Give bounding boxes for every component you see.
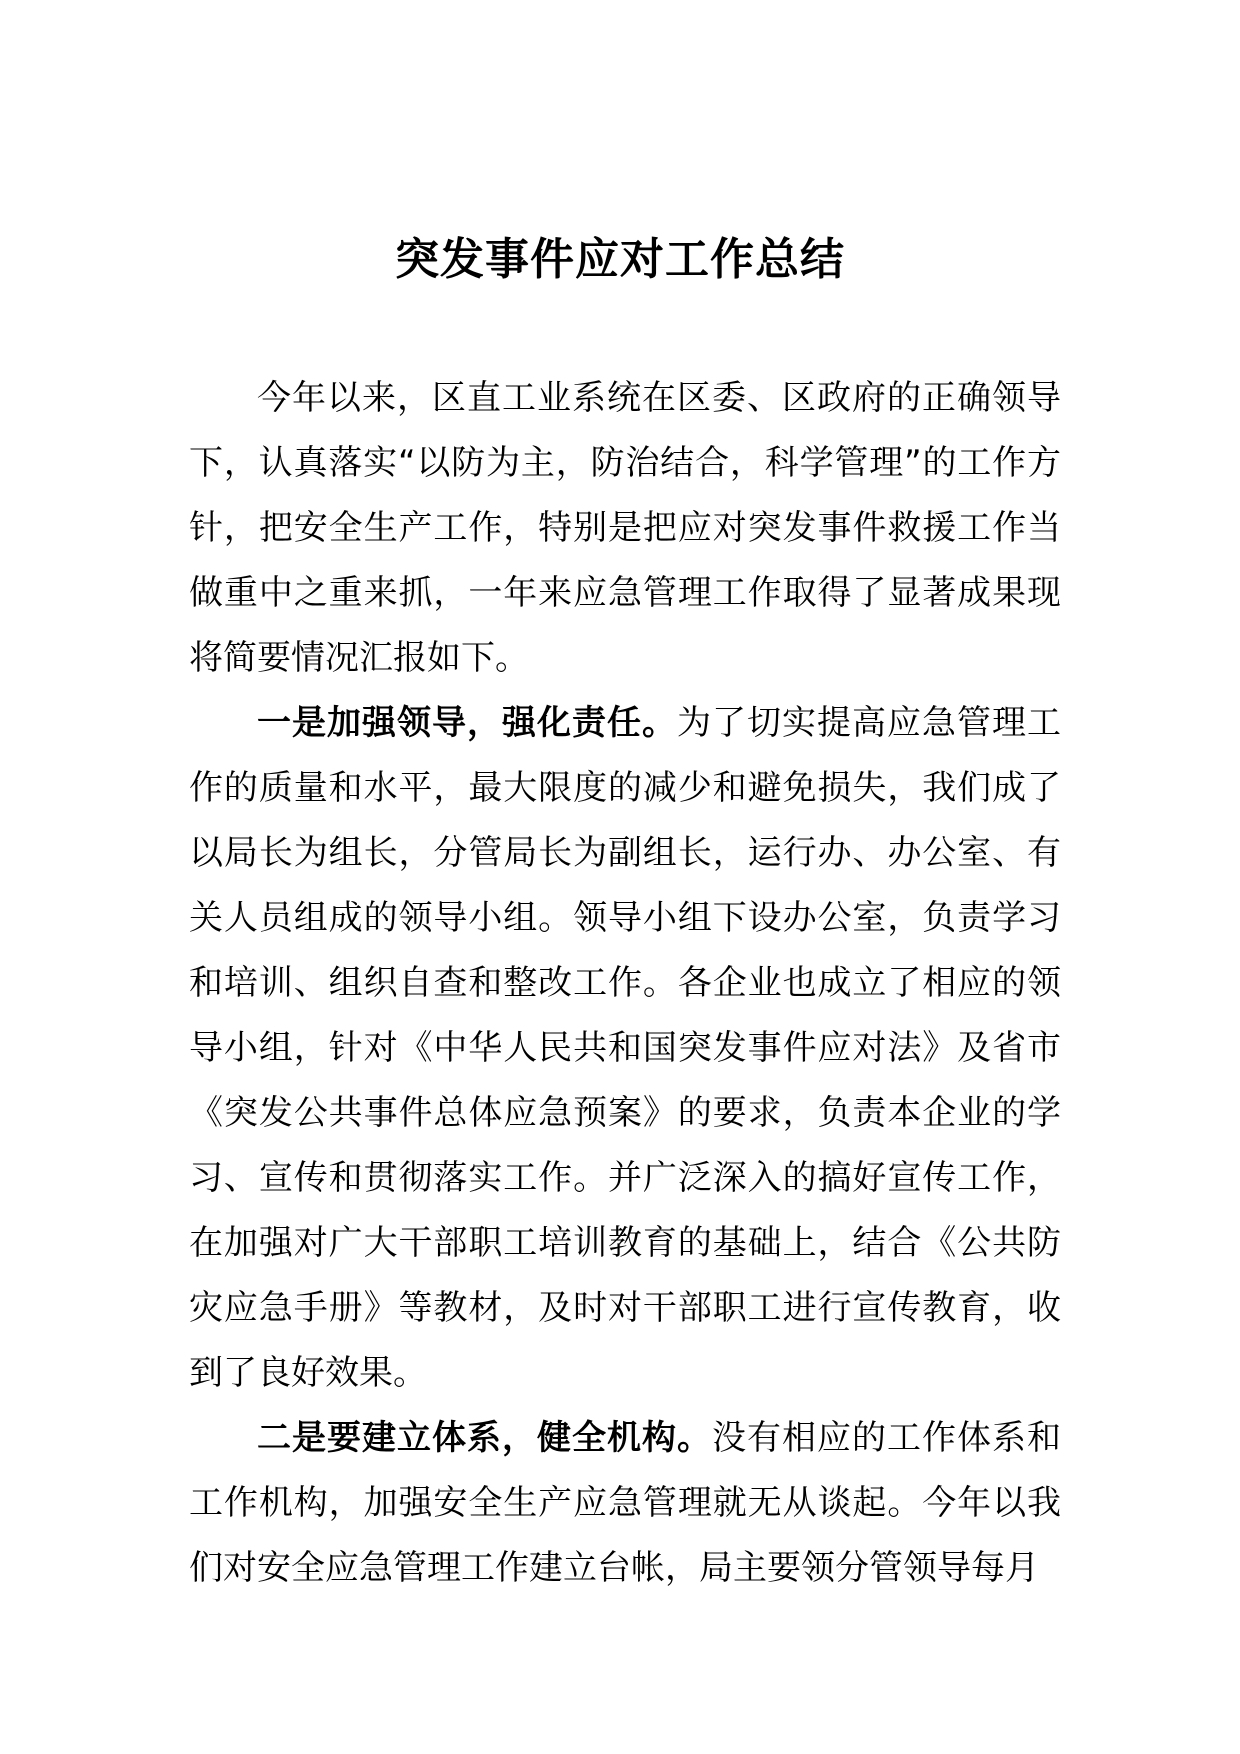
- paragraph-heading: 二是要建立体系，健全机构。: [257, 1418, 712, 1458]
- document-title: 突发事件应对工作总结: [395, 234, 845, 285]
- document-body: [189, 366, 1061, 1601]
- paragraph-leadership: [189, 691, 1061, 1406]
- paragraph-system: [189, 1406, 1061, 1601]
- paragraph-heading: 一是加强领导，强化责任。: [257, 703, 677, 743]
- paragraph-text: 没有相应的工作体系和工作机构，加强安全生产应急管理就无从谈起。今年以我们对安全应急管理工作建立台帐，局主要领分管领导每月: [189, 1418, 1061, 1588]
- paragraph-text: 今年以来，区直工业系统在区委、区政府的正确领导下，认真落实“以防为主，防治结合，科学管理”的工作方针，把安全生产工作，特别是把应对突发事件救援工作当做重中之重来抓，一年来应急管理工作取得了显著成果现将简要情况汇报如下。: [189, 378, 1061, 678]
- paragraph-intro: [189, 366, 1061, 691]
- paragraph-text: 为了切实提高应急管理工作的质量和水平，最大限度的减少和避免损失，我们成了以局长为组长，分管局长为副组长，运行办、办公室、有关人员组成的领导小组。领导小组下设办公室，负责学习和培训、组织自查和整改工作。各企业也成立了相应的领导小组，针对《中华人民共和国突发事件应对法》及省市《突发公共事件总体应急预案》的要求，负责本企业的学习、宣传和贯彻落实工作。并广泛深入的搞好宣传工作，在加强对广大干部职工培训教育的基础上，结合《公共防灾应急手册》等教材，及时对干部职工进行宣传教育，收到了良好效果。: [189, 703, 1061, 1393]
